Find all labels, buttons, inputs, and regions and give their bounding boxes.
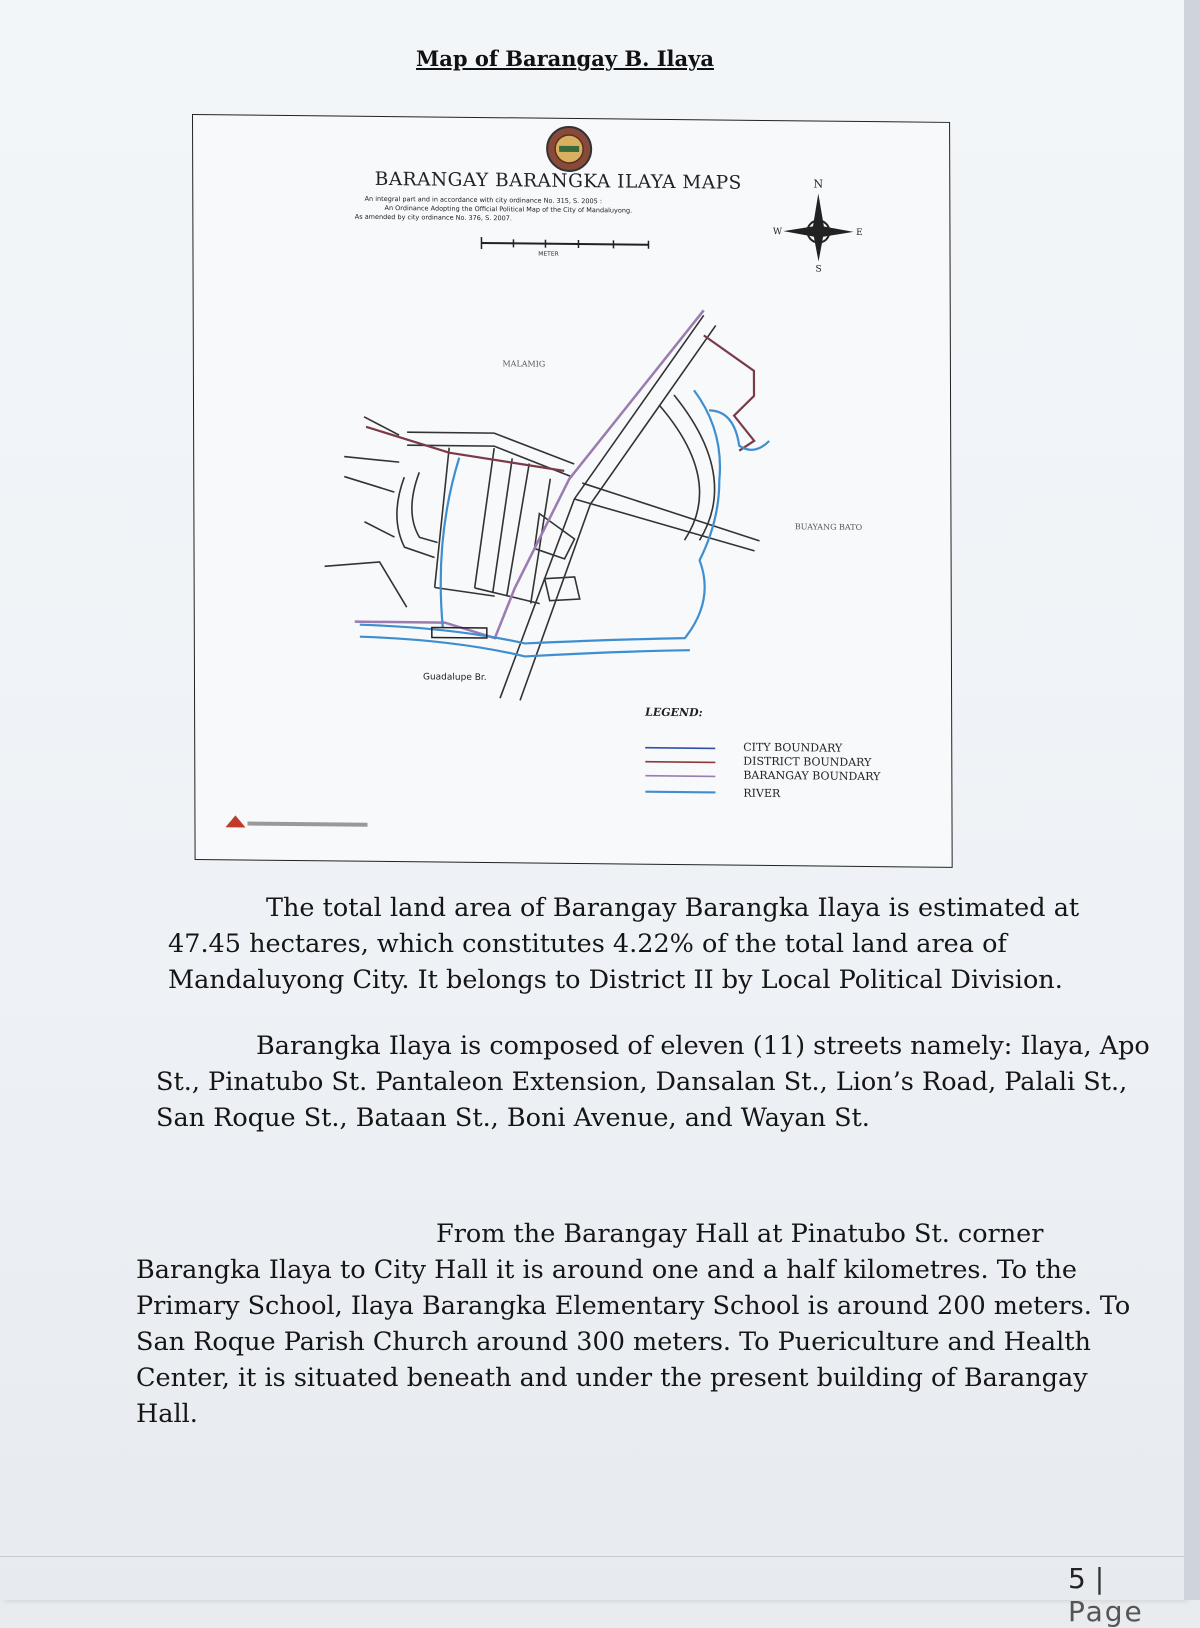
paragraph-land-area: The total land area of Barangay Barangka Ilaya is estimated at 47.45 hectares, which constitutes 4.22% of the total land area of Mandaluyong City. It belongs to District II by Local Political Division.	[168, 890, 1158, 998]
label-malamig: MALAMIG	[502, 359, 545, 368]
map-drawing	[193, 115, 952, 867]
map-scale-bar	[481, 237, 648, 259]
legend-label-river: RIVER	[743, 787, 781, 800]
city-seal-icon	[547, 127, 591, 171]
map-roads	[324, 311, 760, 703]
page-number-separator: |	[1095, 1562, 1104, 1595]
paragraph-streets: Barangka Ilaya is composed of eleven (11) streets namely: Ilaya, Apo St., Pinatubo St. Pantaleon Extension, Dansalan St., Lion’s Road, Palali St., San Roque St., Bataan St., Boni Avenue, and Wayan St.	[156, 1028, 1156, 1136]
compass-east-label: E	[856, 228, 863, 238]
legend-swatch-river	[645, 792, 715, 793]
barangay-boundary-line	[354, 307, 705, 641]
legend-label-district: DISTRICT BOUNDARY	[743, 755, 872, 769]
paragraph-distances: From the Barangay Hall at Pinatubo St. corner Barangka Ilaya to City Hall it is around one and a half kilometres. To the Primary School, Ilaya Barangka Elementary School is around 200 meters. To San Roque Parish Church around 300 meters. To Puericulture and Health Center, it is situated beneath and under the present building of Barangay Hall.	[136, 1216, 1156, 1432]
compass-north-label: N	[813, 178, 823, 191]
map-subtitle-line-3: As amended by city ordinance No. 376, S. 2007.	[355, 213, 512, 223]
page-number	[1068, 1562, 1184, 1628]
label-buayang-bato: BUAYANG BATO	[795, 522, 863, 532]
legend-swatch-city	[645, 748, 715, 749]
document-title: Map of Barangay B. Ilaya	[0, 46, 1130, 71]
map-legend	[644, 706, 881, 801]
page-number-value: 5	[1068, 1562, 1086, 1595]
map-subtitle-line-1: An integral part and in accordance with city ordinance No. 315, S. 2005 :	[365, 195, 602, 205]
legend-swatch-barangay	[645, 776, 715, 777]
planning-office-logo	[225, 815, 367, 828]
barangay-map	[192, 114, 953, 868]
scale-label: METER	[538, 251, 559, 258]
map-title: BARANGAY BARANGKA ILAYA MAPS	[375, 169, 742, 194]
footer-rule	[0, 1556, 1184, 1557]
legend-label-barangay: BARANGAY BOUNDARY	[743, 769, 881, 783]
legend-swatch-district	[645, 762, 715, 763]
legend-label-city: CITY BOUNDARY	[743, 741, 843, 755]
page-label: Page	[1068, 1595, 1144, 1628]
label-guadalupe-bridge: Guadalupe Br.	[423, 672, 487, 683]
next-page-edge	[1184, 0, 1200, 1600]
legend-title: LEGEND:	[644, 706, 703, 720]
compass-south-label: S	[815, 265, 821, 275]
compass-west-label: W	[773, 227, 783, 237]
map-subtitle-line-2: An Ordinance Adopting the Official Political Map of the City of Mandaluyong.	[385, 204, 633, 215]
compass-rose-icon	[773, 177, 863, 275]
